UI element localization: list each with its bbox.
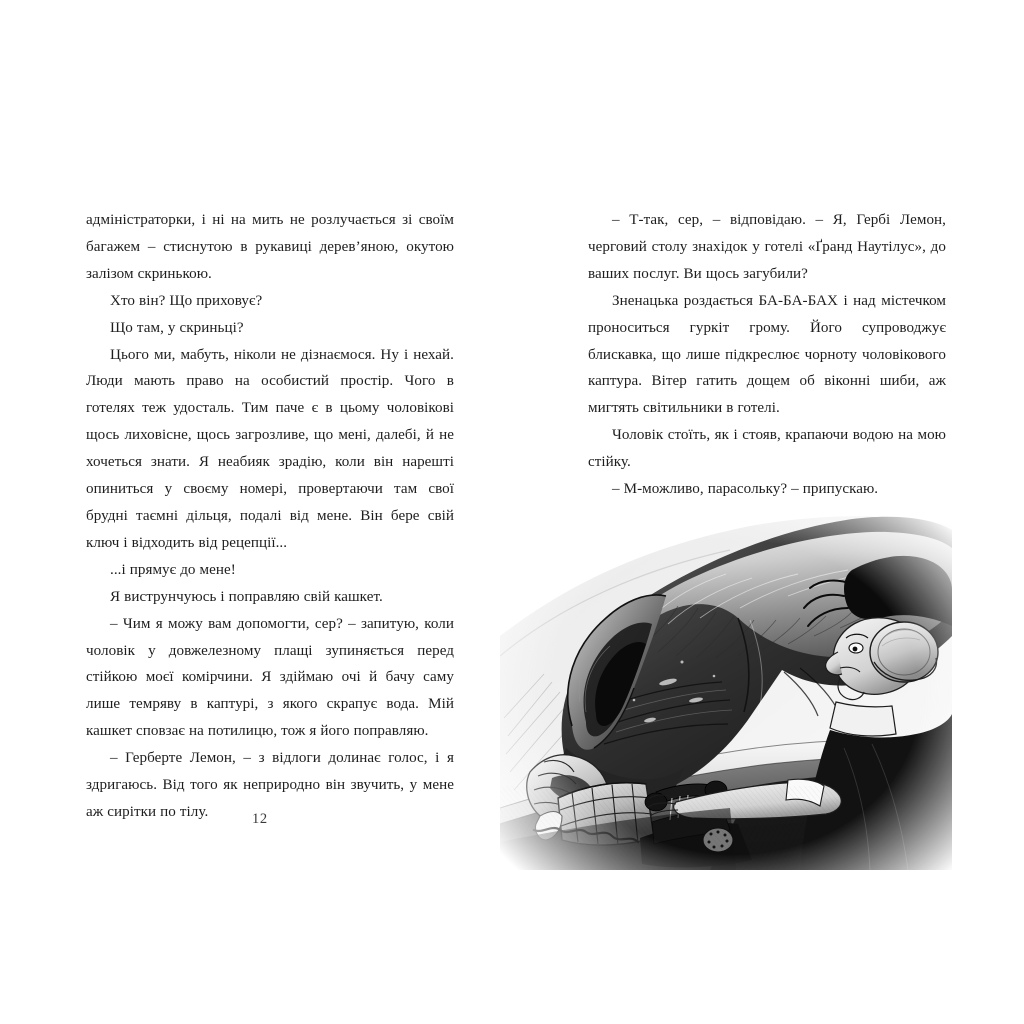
body-text: Цього ми, мабуть, ніколи не дізнаємося. Ну і нехай. Люди мають право на особистий простір. Чого в готелях теж удосталь. Тим паче є в цьому чоловікові щось лиховісне, щось загрозливе, що мені, далебі, й bbox=[86, 346, 454, 444]
body-text: – Герберте Лемон, – з відлоги долинає голос, і я здригаюсь. Від того як неприродно він звучить, у мене аж сирітки по тілу. bbox=[86, 750, 454, 820]
page-number: 12 bbox=[252, 811, 268, 827]
body-text: – Чим я можу вам допомогти, сер? – запитую, коли чоловік у довжелезному плащі зупиняється перед стійкою моєї комірчини. Я здіймаю очі й бачу саму лише темряву в каптурі, з якого скрапує вода. Мій кашкет сповзає на потилицю, тож я його поправляю. bbox=[86, 615, 454, 740]
body-text: – М-можливо, парасольку? – припускаю. bbox=[612, 481, 879, 498]
body-text: Що там, у скриньці? bbox=[110, 319, 244, 336]
left-text-column bbox=[86, 207, 454, 826]
paragraph bbox=[86, 342, 454, 557]
right-text-column bbox=[588, 207, 946, 503]
body-text: Я виструнчуюсь і поправляю свій кашкет. bbox=[110, 588, 383, 605]
paragraph bbox=[588, 288, 946, 423]
emphasis-text: БА-БА-БАХ bbox=[758, 292, 839, 309]
body-text: адміністраторки, і ні на мить не розлучається зі своїм багажем – стиснутою в рукавиці дерев’яною, окутою залізом скринькою. bbox=[86, 212, 454, 282]
body-text: ...і прямує до мене! bbox=[110, 561, 236, 578]
emphasis-text: не хочеться bbox=[86, 427, 454, 471]
paragraph bbox=[86, 611, 454, 746]
paragraph bbox=[86, 557, 454, 584]
body-text: Чоловік стоїть, як і стояв, крапаючи водою на мою стійку. bbox=[588, 427, 946, 471]
paragraph bbox=[86, 315, 454, 342]
paragraph bbox=[86, 584, 454, 611]
body-text: – Т-так, сер, – відповідаю. – Я, Гербі Лемон, черговий столу знахідок у готелі «Ґранд Наутілус», до ваших послуг. Ви щось загубили? bbox=[588, 212, 946, 282]
paragraph bbox=[86, 207, 454, 288]
illustration-artwork bbox=[500, 486, 952, 870]
paragraph bbox=[86, 288, 454, 315]
illustration-inner bbox=[500, 516, 952, 870]
body-text: Зненацька роздається bbox=[612, 292, 759, 309]
paragraph bbox=[588, 422, 946, 476]
paragraph bbox=[86, 745, 454, 826]
body-text: Хто він? Що приховує? bbox=[110, 292, 263, 309]
bellhop-cap bbox=[870, 622, 938, 682]
chapter-illustration bbox=[500, 486, 952, 870]
body-text: і над містечком проноситься гуркіт грому. Його супроводжує блискавка, що лише підкреслює чорноту чоловікового каптура. Вітер гатить дощем об віконні шиби, аж мигтять світильники в готелі. bbox=[588, 292, 947, 417]
paragraph bbox=[588, 207, 946, 288]
body-text: знати. Я неабияк зрадію, коли він нарешті опиниться у своєму номері, провертаючи там свої брудні таємні дільця, подалі від мене. Він бере свій ключ і відходить від рецепції... bbox=[86, 454, 454, 551]
